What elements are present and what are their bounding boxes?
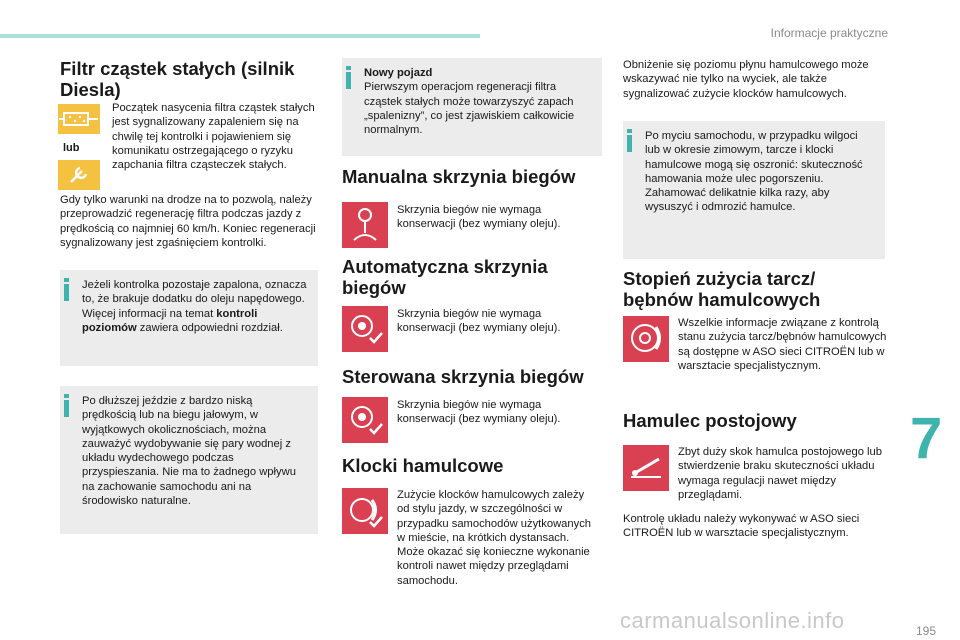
note-frost-text: Po myciu samochodu, w przypadku wilgoci lub w okresie zimowym, tarcze i klocki hamulcowe mogą się oszronić: skuteczność hamowania może ulec pogorszeniu. Zahamować delikatnie kilka razy, aby wysuszyć i odmrozić hamulce. xyxy=(645,130,863,214)
section-title: Informacje praktyczne xyxy=(770,26,888,40)
particle-filter-warning-icon xyxy=(58,104,100,134)
or-label: lub xyxy=(63,142,80,154)
filter-title: Filtr cząstek stałych (silnik Diesla) xyxy=(60,58,295,100)
manual-gearbox-text: Skrzynia biegów nie wymaga konserwacji (bez wymiany oleju). xyxy=(397,204,561,231)
disc-wear-title: Stopień zużycia tarcz/ bębnów hamulcowych xyxy=(623,268,821,310)
controlled-gearbox-title: Sterowana skrzynia biegów xyxy=(342,366,584,387)
gear-lever-icon xyxy=(342,202,388,248)
brake-pads-text: Zużycie klocków hamulcowych zależy od stylu jazdy, w szczególności w przypadku samochodów użytkowanych w mieście, na krótkich dystansach. Może okazać się konieczne wykonanie kontroli nawet między przeglądami samochodu. xyxy=(397,489,592,587)
filter-body: Gdy tylko warunki na drodze na to pozwolą, należy przeprowadzić regenerację filtra podczas jazdy z prędkością co najmniej 60 km/h. Koniec regeneracji sygnalizowany jest zgaśnięciem kontrolki. xyxy=(60,194,316,249)
brake-pad-icon xyxy=(342,488,388,534)
brake-pads-title: Klocki hamulcowe xyxy=(342,455,504,476)
filter-intro: Początek nasycenia filtra cząstek stałych jest sygnalizowany zapaleniem się na chwilę tej kontrolki i pojawieniem się komunikatu ostrzegającego o ryzyku zapchania filtra cząsteczek stałych. xyxy=(112,102,315,172)
note-steam xyxy=(60,386,318,534)
service-warning-icon xyxy=(58,160,100,190)
note-new-vehicle-text: Nowy pojazd Pierwszym operacjom regeneracji filtra cząstek stałych może towarzyszyć zapach „spalenizny”, co jest zjawiskiem całkowicie normalnym. xyxy=(364,67,575,137)
header-accent-bar xyxy=(0,34,480,38)
automatic-gearbox-title: Automatyczna skrzynia biegów xyxy=(342,256,548,298)
parking-brake-footer: Kontrolę układu należy wykonywać w ASO sieci CITROËN lub w warsztacie specjalistycznym. xyxy=(623,513,860,540)
parking-brake-icon xyxy=(623,445,669,491)
automatic-gearbox-text: Skrzynia biegów nie wymaga konserwacji (bez wymiany oleju). xyxy=(397,308,561,335)
note-additive xyxy=(60,270,318,366)
brake-fluid-text: Obniżenie się poziomu płynu hamulcowego może wskazywać nie tylko na wyciek, ale także sygnalizować zużycie klocków hamulcowych. xyxy=(623,59,869,100)
note-steam-text: Po dłuższej jeździe z bardzo niską prędkością lub na biegu jałowym, w wyjątkowych okolicznościach, można zauważyć wydobywanie się pary wodnej z układu wydechowego podczas przyspieszania. Nie ma to żadnego wpływu na zachowanie samochodu ani na środowisko naturalne. xyxy=(82,395,296,508)
info-icon xyxy=(64,394,69,417)
disc-wear-text: Wszelkie informacje związane z kontrolą stanu zużycia tarcz/bębnów hamulcowych są dostępne w ASO sieci CITROËN lub w warsztacie specjalistycznym. xyxy=(678,317,887,372)
gearbox-check-icon xyxy=(342,306,388,352)
brake-disc-icon xyxy=(623,316,669,362)
parking-brake-text: Zbyt duży skok hamulca postojowego lub stwierdzenie braku skuteczności układu wymaga regulacji nawet między przeglądami. xyxy=(678,446,882,501)
gearbox-check-icon xyxy=(342,397,388,443)
note-additive-text: Jeżeli kontrolka pozostaje zapalona, oznacza to, że brakuje dodatku do oleju napędowego. Więcej informacji na temat kontroli poziomów zawiera odpowiedni rozdział. xyxy=(82,279,307,334)
controlled-gearbox-text: Skrzynia biegów nie wymaga konserwacji (bez wymiany oleju). xyxy=(397,399,561,426)
watermark: carmanualsonline.info xyxy=(620,608,845,633)
info-icon xyxy=(64,278,69,301)
chapter-number: 7 xyxy=(910,406,943,471)
parking-brake-title: Hamulec postojowy xyxy=(623,410,797,431)
note-new-vehicle xyxy=(342,58,602,156)
note-frost xyxy=(623,121,885,259)
info-icon xyxy=(346,66,351,89)
manual-gearbox-title: Manualna skrzynia biegów xyxy=(342,166,576,187)
page-number: 195 xyxy=(916,624,937,638)
info-icon xyxy=(627,129,632,152)
